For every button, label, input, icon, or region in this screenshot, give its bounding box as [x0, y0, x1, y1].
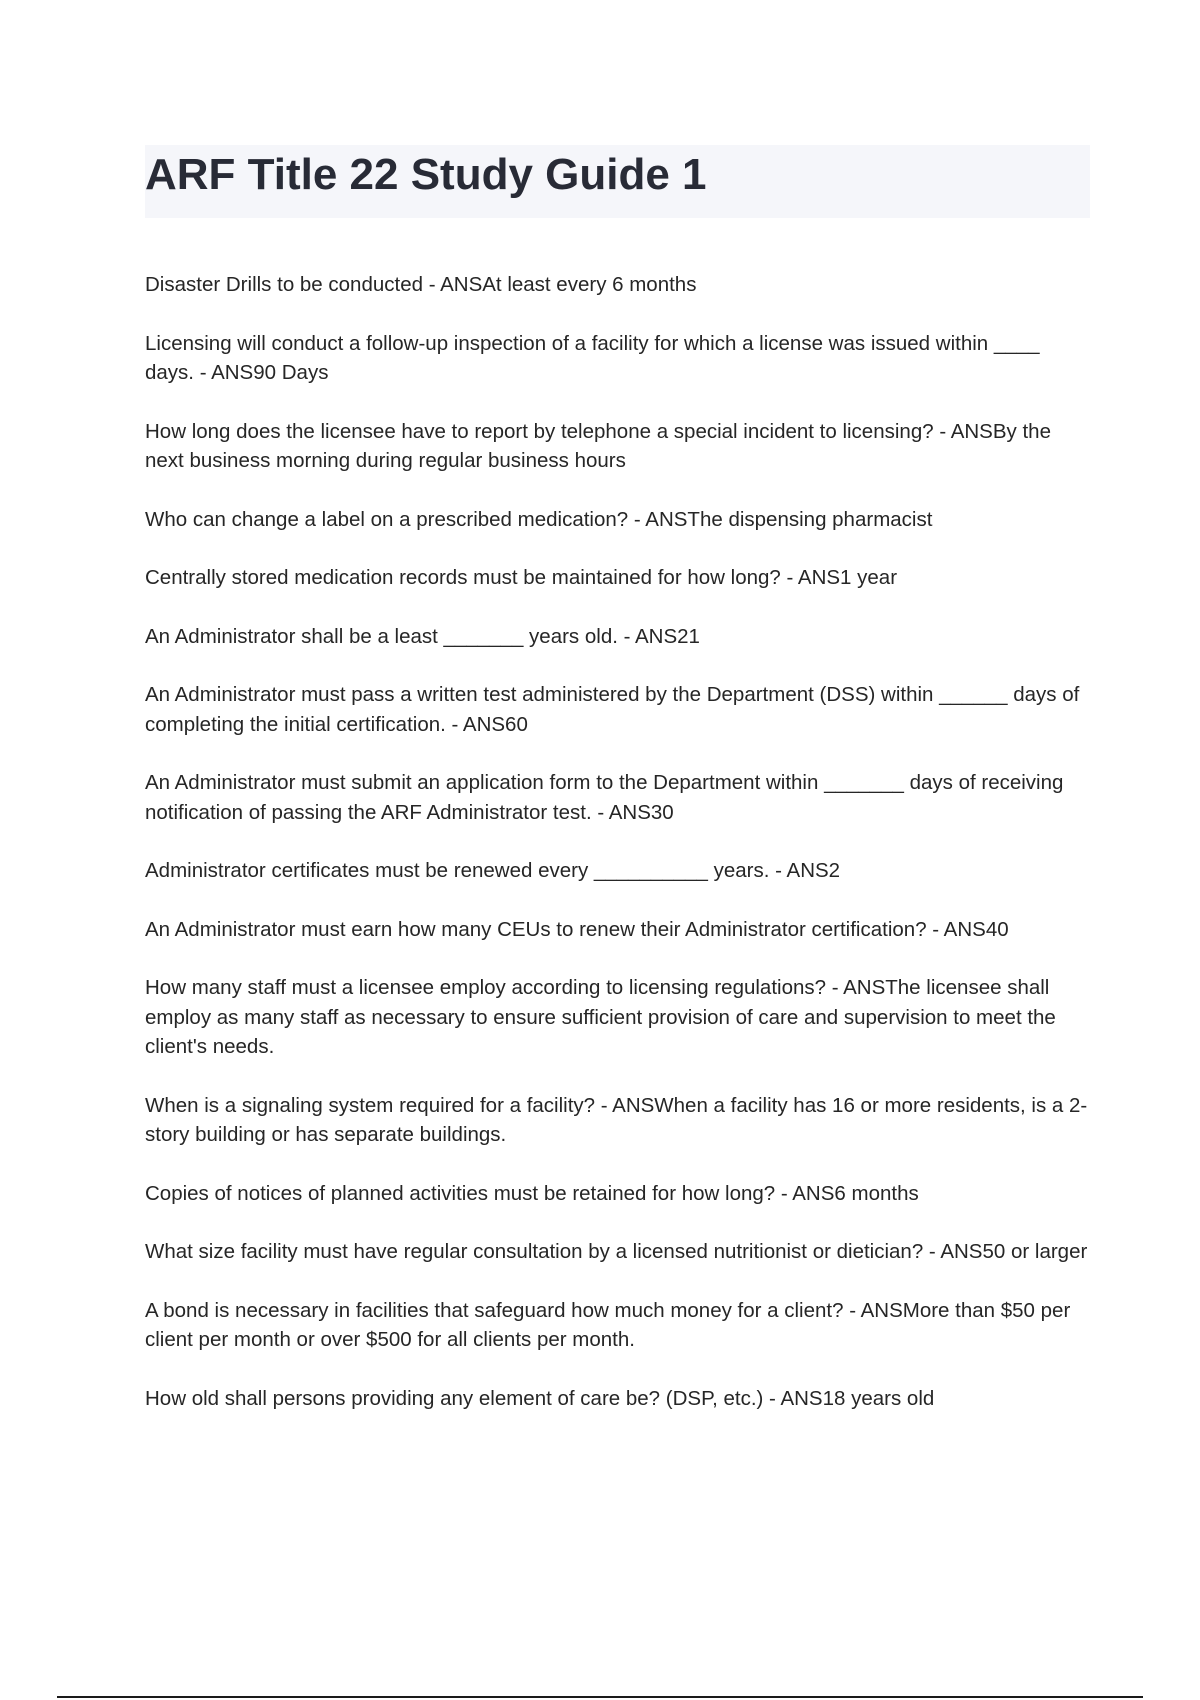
qa-item: A bond is necessary in facilities that safeguard how much money for a client? - ANSMore than $50 per client per month or over $500 for all clients per month. [145, 1298, 1071, 1351]
footer-divider [57, 1696, 1143, 1698]
qa-item: How long does the licensee have to report by telephone a special incident to licensing? - ANSBy the next business morning during regular business hours [145, 419, 1051, 472]
qa-item: Copies of notices of planned activities must be retained for how long? - ANS6 months [145, 1181, 919, 1205]
qa-item: Centrally stored medication records must be maintained for how long? - ANS1 year [145, 566, 898, 589]
qa-item: An Administrator must submit an application form to the Department within _______ days of receiving notification of passing the ARF Administrator test. - ANS30 [145, 771, 1064, 824]
qa-item: Who can change a label on a prescribed medication? - ANSThe dispensing pharmacist [145, 507, 933, 531]
qa-item: Disaster Drills to be conducted - ANSAt least every 6 months [145, 273, 697, 296]
document-title: ARF Title 22 Study Guide 1 [145, 150, 707, 199]
qa-item: Licensing will conduct a follow-up inspection of a facility for which a license was issued within ____ days. - ANS90 Days [145, 331, 1040, 384]
qa-item: How old shall persons providing any element of care be? (DSP, etc.) - ANS18 years old [145, 1386, 935, 1410]
qa-item: What size facility must have regular consultation by a licensed nutritionist or dietician? - ANS50 or larger [145, 1240, 1088, 1263]
qa-list [145, 270, 1090, 1442]
qa-item: An Administrator must pass a written test administered by the Department (DSS) within ______ days of completing the initial certification. - ANS60 [145, 683, 1080, 736]
qa-item: An Administrator shall be a least _______ years old. - ANS21 [145, 624, 700, 648]
qa-item: How many staff must a licensee employ according to licensing regulations? - ANSThe licensee shall employ as many staff as necessary to ensure sufficient provision of care and supervision to meet the client's needs. [145, 976, 1056, 1058]
qa-item: When is a signaling system required for a facility? - ANSWhen a facility has 16 or more residents, is a 2-story building or has separate buildings. [145, 1093, 1088, 1146]
qa-item: An Administrator must earn how many CEUs to renew their Administrator certification? - ANS40 [145, 917, 1009, 941]
qa-item: Administrator certificates must be renewed every __________ years. - ANS2 [145, 859, 841, 882]
